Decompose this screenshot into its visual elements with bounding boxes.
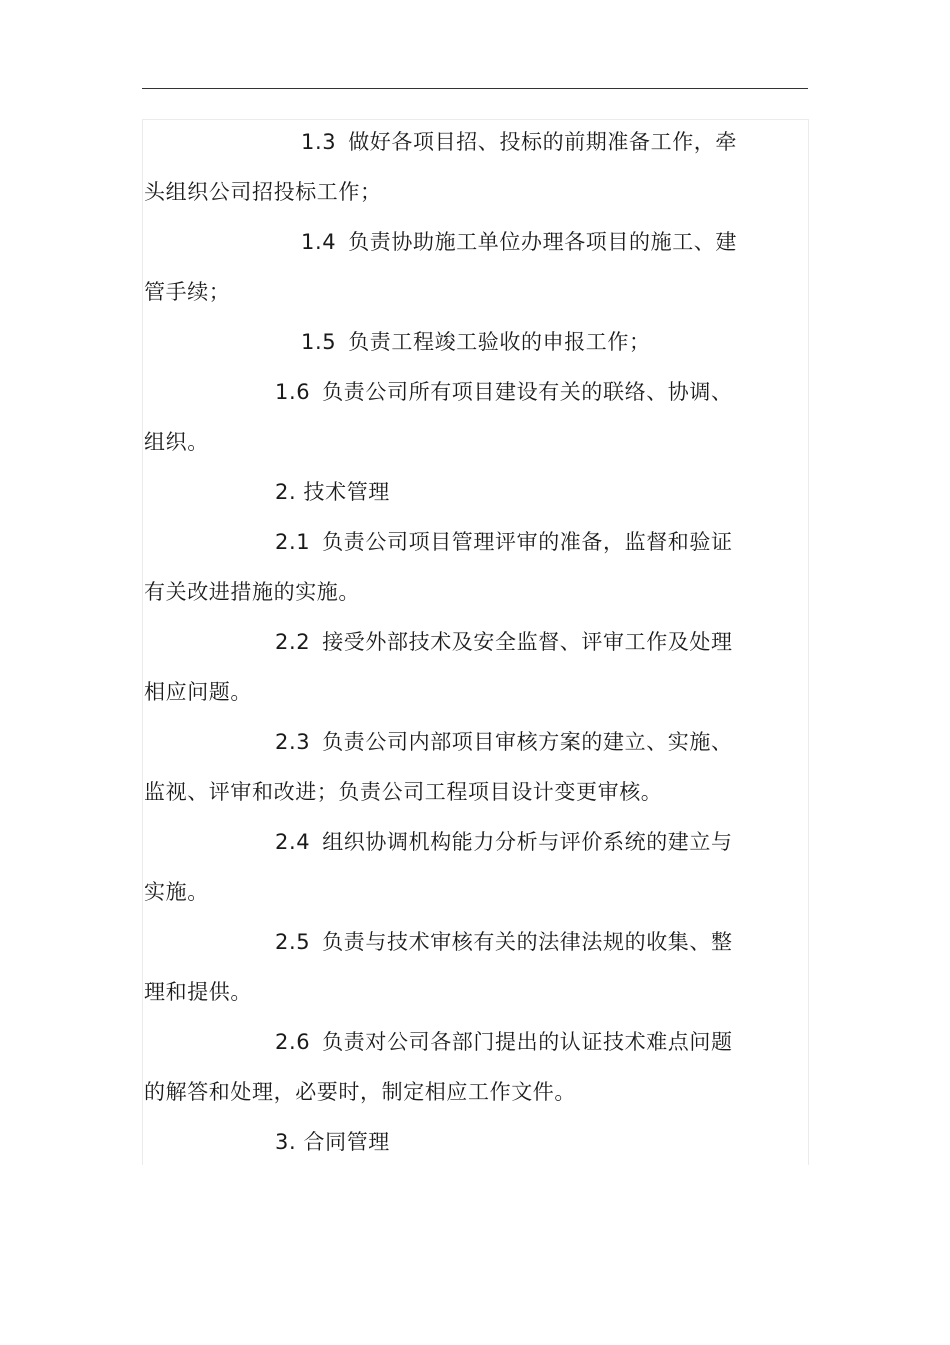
clause-text: 负责公司所有项目建设有关的联络、协调、 — [322, 380, 733, 404]
paragraph-2-3-line-2: 监视、评审和改进；负责公司工程项目设计变更审核。 — [144, 780, 663, 804]
section-heading-2: 2. 技术管理 — [275, 480, 390, 504]
clause-number: 1.5 — [301, 330, 337, 354]
paragraph-2-2-line-2: 相应问题。 — [144, 680, 252, 704]
paragraph-2-1-line-2: 有关改进措施的实施。 — [144, 580, 360, 604]
clause-number: 2.3 — [275, 730, 311, 754]
clause-number: 1.3 — [301, 130, 337, 154]
paragraph-1-6-line-1 — [275, 377, 733, 407]
paragraph-2-2-line-1 — [275, 627, 733, 657]
paragraph-1-3-line-2: 头组织公司招投标工作； — [144, 180, 382, 204]
clause-text: 做好各项目招、投标的前期准备工作，牵 — [348, 130, 738, 154]
clause-text: 组织协调机构能力分析与评价系统的建立与 — [322, 830, 733, 854]
paragraph-2-6-line-2: 的解答和处理，必要时，制定相应工作文件。 — [144, 1080, 576, 1104]
paragraph-1-4-line-2: 管手续； — [144, 280, 231, 304]
paragraph-2-1-line-1 — [275, 527, 733, 557]
clause-text: 负责公司内部项目审核方案的建立、实施、 — [322, 730, 733, 754]
paragraph-2-5-line-1 — [275, 927, 733, 957]
paragraph-1-3-line-1 — [301, 127, 737, 157]
clause-number: 2.2 — [275, 630, 311, 654]
paragraph-1-4-line-1 — [301, 227, 737, 257]
section-heading-3: 3. 合同管理 — [275, 1130, 390, 1154]
clause-text: 负责对公司各部门提出的认证技术难点问题 — [322, 1030, 733, 1054]
header-rule — [142, 88, 808, 89]
paragraph-2-4-line-1 — [275, 827, 733, 857]
clause-number: 1.6 — [275, 380, 311, 404]
paragraph-2-4-line-2: 实施。 — [144, 880, 209, 904]
clause-text: 负责工程竣工验收的申报工作； — [348, 330, 651, 354]
clause-text: 负责协助施工单位办理各项目的施工、建 — [348, 230, 738, 254]
document-body — [142, 119, 809, 1165]
paragraph-1-6-line-2: 组织。 — [144, 430, 209, 454]
paragraph-2-3-line-1 — [275, 727, 733, 757]
clause-number: 2.5 — [275, 930, 311, 954]
clause-number: 2.1 — [275, 530, 311, 554]
clause-text: 负责与技术审核有关的法律法规的收集、整 — [322, 930, 733, 954]
paragraph-2-6-line-1 — [275, 1027, 733, 1057]
paragraph-1-5-line-1 — [301, 327, 651, 357]
clause-text: 负责公司项目管理评审的准备，监督和验证 — [322, 530, 733, 554]
clause-number: 2.6 — [275, 1030, 311, 1054]
clause-text: 接受外部技术及安全监督、评审工作及处理 — [322, 630, 733, 654]
paragraph-2-5-line-2: 理和提供。 — [144, 980, 252, 1004]
clause-number: 2.4 — [275, 830, 311, 854]
clause-number: 1.4 — [301, 230, 337, 254]
